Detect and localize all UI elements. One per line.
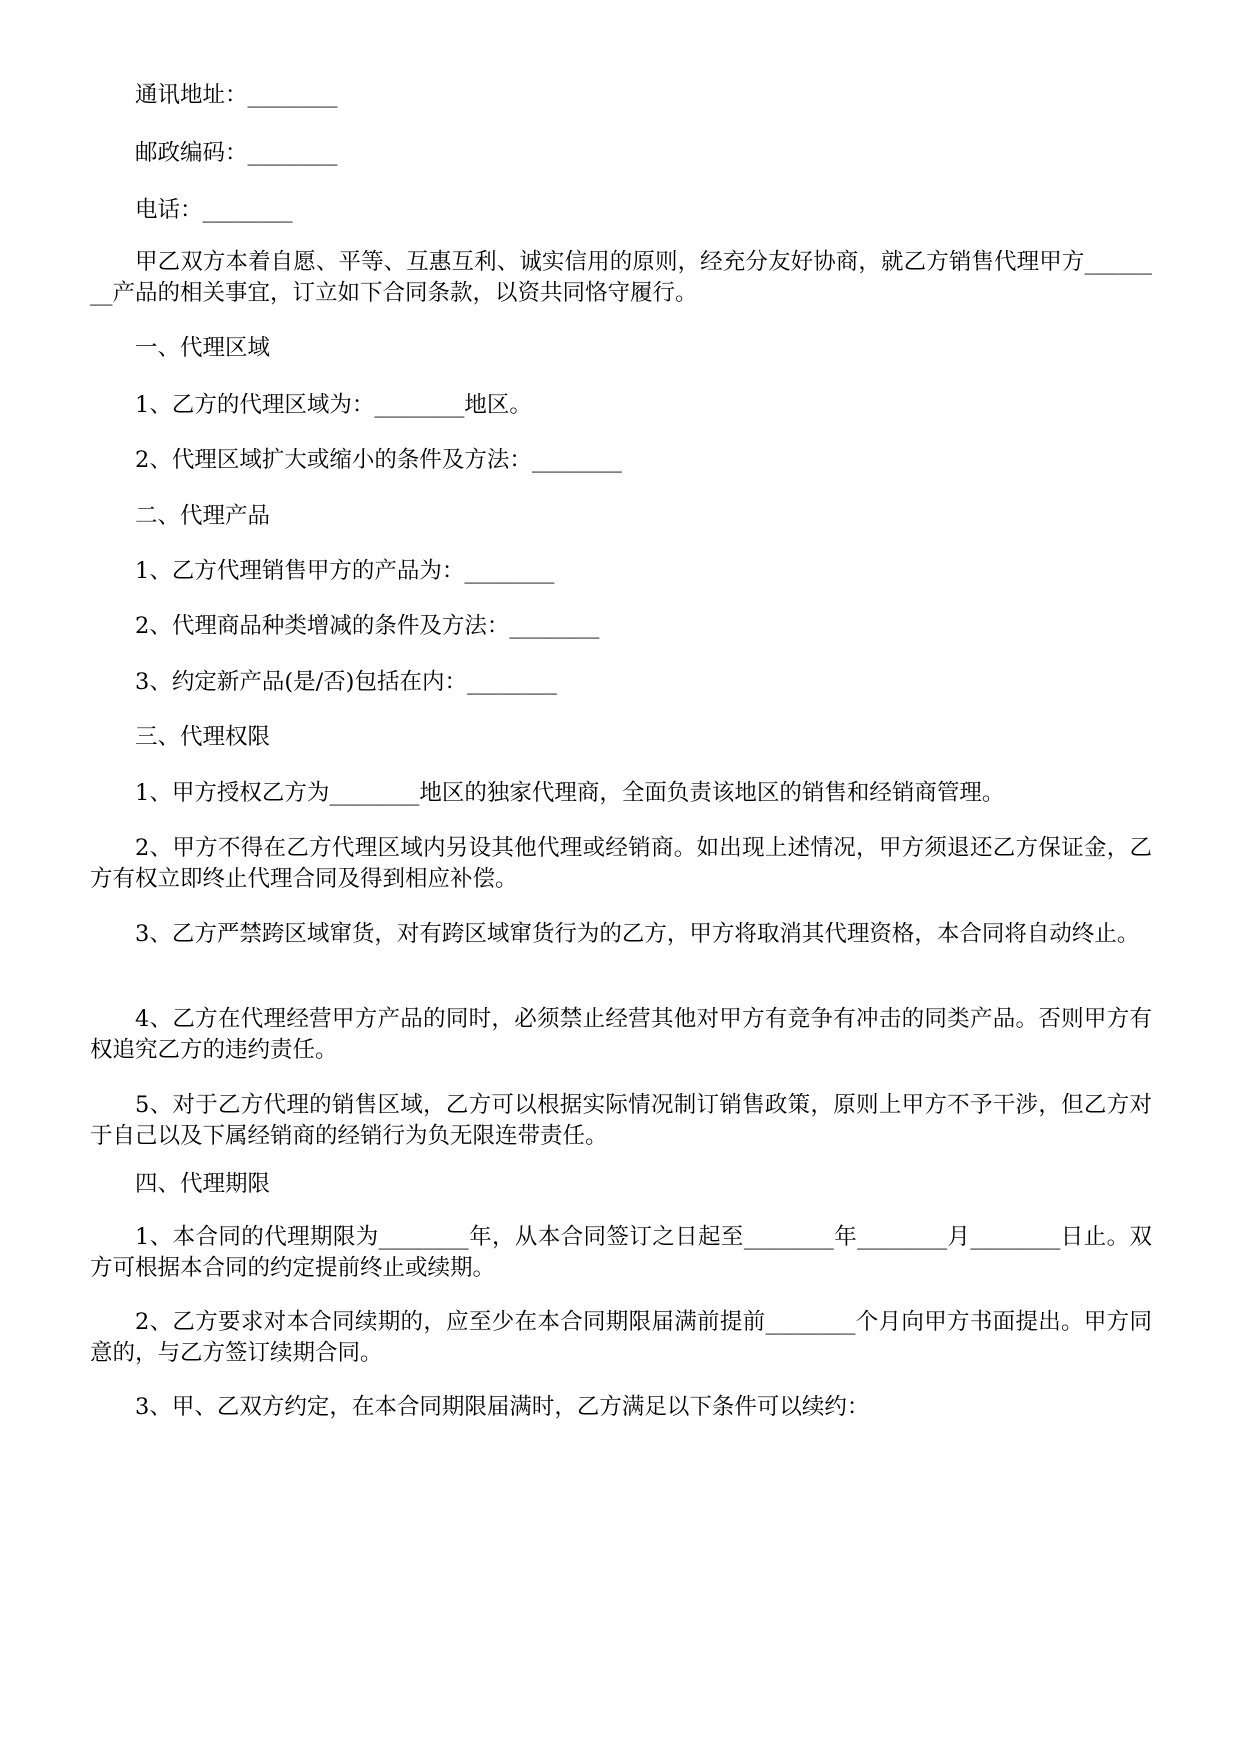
clause-1-1: 1、乙方的代理区域为：________地区。 <box>135 392 532 418</box>
section-heading-1: 一、代理区域 <box>135 335 271 361</box>
clause-2-2: 2、代理商品种类增减的条件及方法：________ <box>135 613 600 639</box>
clause-3-3: 3、乙方严禁跨区域窜货，对有跨区域窜货行为的乙方，甲方将取消其代理资格，本合同将自动终止。 <box>135 921 1140 947</box>
clause-4-1: 1、本合同的代理期限为________年，从本合同签订之日起至________年________月________日止。双方可根据本合同的约定提前终止或续期。 <box>90 1224 1152 1281</box>
phone-line: 电话：________ <box>135 197 293 223</box>
section-heading-4: 四、代理期限 <box>135 1171 271 1197</box>
clause-3-1: 1、甲方授权乙方为________地区的独家代理商，全面负责该地区的销售和经销商管理。 <box>135 780 1005 806</box>
clause-2-3: 3、约定新产品(是/否)包括在内：________ <box>135 669 557 695</box>
preamble-paragraph: 甲乙双方本着自愿、平等、互惠互利、诚实信用的原则，经充分友好协商，就乙方销售代理甲方________产品的相关事宜，订立如下合同条款，以资共同恪守履行。 <box>90 249 1152 306</box>
clause-3-5: 5、对于乙方代理的销售区域，乙方可以根据实际情况制订销售政策，原则上甲方不予干涉，但乙方对于自己以及下属经销商的经销行为负无限连带责任。 <box>90 1092 1152 1149</box>
address-line: 通讯地址：________ <box>135 82 338 108</box>
section-heading-2: 二、代理产品 <box>135 503 271 529</box>
postcode-line: 邮政编码：________ <box>135 140 338 166</box>
clause-1-2: 2、代理区域扩大或缩小的条件及方法：________ <box>135 447 622 473</box>
clause-3-2: 2、甲方不得在乙方代理区域内另设其他代理或经销商。如出现上述情况，甲方须退还乙方保证金，乙方有权立即终止代理合同及得到相应补偿。 <box>90 835 1152 892</box>
clause-4-2: 2、乙方要求对本合同续期的，应至少在本合同期限届满前提前________个月向甲方书面提出。甲方同意的，与乙方签订续期合同。 <box>90 1309 1152 1366</box>
clause-3-4: 4、乙方在代理经营甲方产品的同时，必须禁止经营其他对甲方有竞争有冲击的同类产品。否则甲方有权追究乙方的违约责任。 <box>90 1006 1152 1063</box>
section-heading-3: 三、代理权限 <box>135 724 271 750</box>
clause-2-1: 1、乙方代理销售甲方的产品为：________ <box>135 558 555 584</box>
clause-4-3: 3、甲、乙双方约定，在本合同期限届满时，乙方满足以下条件可以续约： <box>135 1394 870 1420</box>
